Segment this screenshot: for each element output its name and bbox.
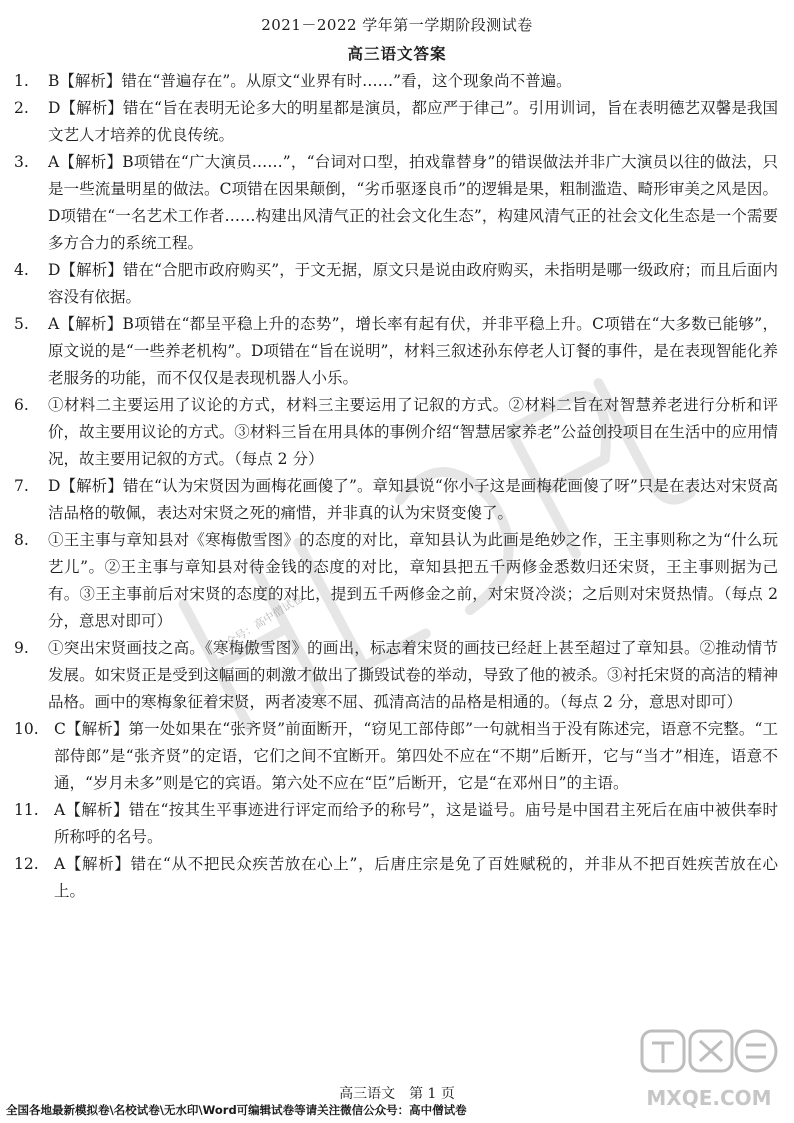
answer-number: 12. bbox=[14, 855, 39, 873]
promo-note: 全国各地最新模拟卷\名校试卷\无水印\Word可编辑试卷等请关注微信公众号：高中僧试卷 bbox=[6, 1103, 467, 1117]
answer-number: 1. bbox=[14, 72, 29, 90]
answer-text: A【解析】B项错在“都呈平稳上升的态势”，增长率有起有伏，并非平稳上升。C项错在“大多数已能够”，原文说的是“一些养老机构”。D项错在“旨在说明”，材料三叙述孙东停老人订餐的事件，是在表现智能化养老服务的功能，而不仅仅是表现机器人小乐。 bbox=[48, 315, 778, 387]
answer-item-3 bbox=[14, 149, 778, 257]
answer-number: 3. bbox=[14, 153, 29, 171]
answer-number: 6. bbox=[14, 396, 29, 414]
answer-text: B【解析】错在“普遍存在”。从原文“业界有时……”看，这个现象尚不普遍。 bbox=[48, 72, 572, 90]
answer-text: ①王主事与章知县对《寒梅傲雪图》的态度的对比，章知县认为此画是绝妙之作，王主事则称之为“什么玩艺儿”。②王主事与章知县对待金钱的态度的对比，章知县把五千两修金悉数归还宋贤，王主事则据为己有。③王主事前后对宋贤的态度的对比，提到五千两修金之前，对宋贤冷淡；之后则对宋贤热情。（每点 2 分，意思对即可） bbox=[48, 531, 778, 630]
answer-text: D【解析】错在“旨在表明无论多大的明星都是演员，都应严于律己”。引用训词，旨在表明德艺双馨是我国文艺人才培养的优良传统。 bbox=[48, 99, 778, 144]
answer-number: 9. bbox=[14, 639, 29, 657]
exam-title: 2021－2022 学年第一学期阶段测试卷 bbox=[261, 16, 533, 34]
answer-item-10 bbox=[14, 716, 778, 797]
answer-item-1 bbox=[14, 68, 778, 95]
answer-item-12 bbox=[14, 851, 778, 905]
answer-text: A【解析】B项错在“广大演员……”，“台词对口型，拍戏靠替身”的错误做法并非广大演员以往的做法，只是一些流量明星的做法。C项错在因果颠倒，“劣币驱逐良币”的逻辑是果，粗制滥造、畸形审美之风是因。D项错在“一名艺术工作者……构建出风清气正的社会文化生态”，构建风清气正的社会文化生态是一个需要多方合力的系统工程。 bbox=[48, 153, 778, 252]
answer-number: 7. bbox=[14, 477, 29, 495]
answer-number: 5. bbox=[14, 315, 29, 333]
answer-text: A【解析】错在“按其生平事迹进行评定而给予的称号”，这是谥号。庙号是中国君主死后在庙中被供奉时所称呼的名号。 bbox=[54, 801, 778, 846]
answer-text: D【解析】错在“认为宋贤因为画梅花画傻了”。章知县说“你小子这是画梅花画傻了呀”只是在表达对宋贤高洁品格的敬佩，表达对宋贤之死的痛惜，并非真的认为宋贤变傻了。 bbox=[48, 477, 778, 522]
watermark-text: 公众号：高中僧试卷 bbox=[214, 591, 306, 656]
answer-text: A【解析】错在“从不把民众疾苦放在心上”，后唐庄宗是免了百姓赋税的，并非从不把百姓疾苦放在心上。 bbox=[54, 855, 778, 900]
answer-text: C【解析】第一处如果在“张齐贤”前面断开，“窃见工部侍郎”一句就相当于没有陈述完，语意不完整。“工部侍郎”是“张齐贤”的定语，它们之间不宜断开。第四处不应在“不期”后断开，它与“当才”相连，语意不通，“岁月未多”则是它的宾语。第六处不应在“臣”后断开，它是“在邓州日”的主语。 bbox=[54, 720, 778, 792]
answer-number: 10. bbox=[14, 720, 39, 738]
page-footer: 高三语文 第 1 页 bbox=[339, 1086, 455, 1102]
answer-number: 4. bbox=[14, 261, 29, 279]
site-logo bbox=[634, 1027, 784, 1117]
answer-text: ①材料二主要运用了议论的方式，材料三主要运用了记叙的方式。②材料二旨在对智慧养老进行分析和评价，故主要用议论的方式。③材料三旨在用具体的事例介绍“智慧居家养老”公益创投项目在生活中的应用情况，故主要用记叙的方式。（每点 2 分） bbox=[48, 396, 778, 468]
answer-item-2 bbox=[14, 95, 778, 149]
answer-text: D【解析】错在“合肥市政府购买”，于文无据，原文只是说由政府购买，未指明是哪一级政府；而且后面内容没有依据。 bbox=[48, 261, 778, 306]
answer-number: 8. bbox=[14, 531, 29, 549]
answer-number: 2. bbox=[14, 99, 29, 117]
exam-subtitle: 高三语文答案 bbox=[347, 44, 447, 63]
answer-number: 11. bbox=[14, 801, 39, 819]
answer-item-4 bbox=[14, 257, 778, 311]
answer-item-11 bbox=[14, 797, 778, 851]
logo-text: MXQE.COM bbox=[646, 1086, 772, 1110]
answer-text: ①突出宋贤画技之高。《寒梅傲雪图》的画出，标志着宋贤的画技已经赶上甚至超过了章知县。②推动情节发展。如宋贤正是受到这幅画的刺激才做出了撕毁试卷的举动，导致了他的被杀。③衬托宋贤的高洁的精神品格。画中的寒梅象征着宋贤，两者凌寒不屈、孤清高洁的品格是相通的。（每点 2 分，意思对即可） bbox=[48, 639, 778, 711]
